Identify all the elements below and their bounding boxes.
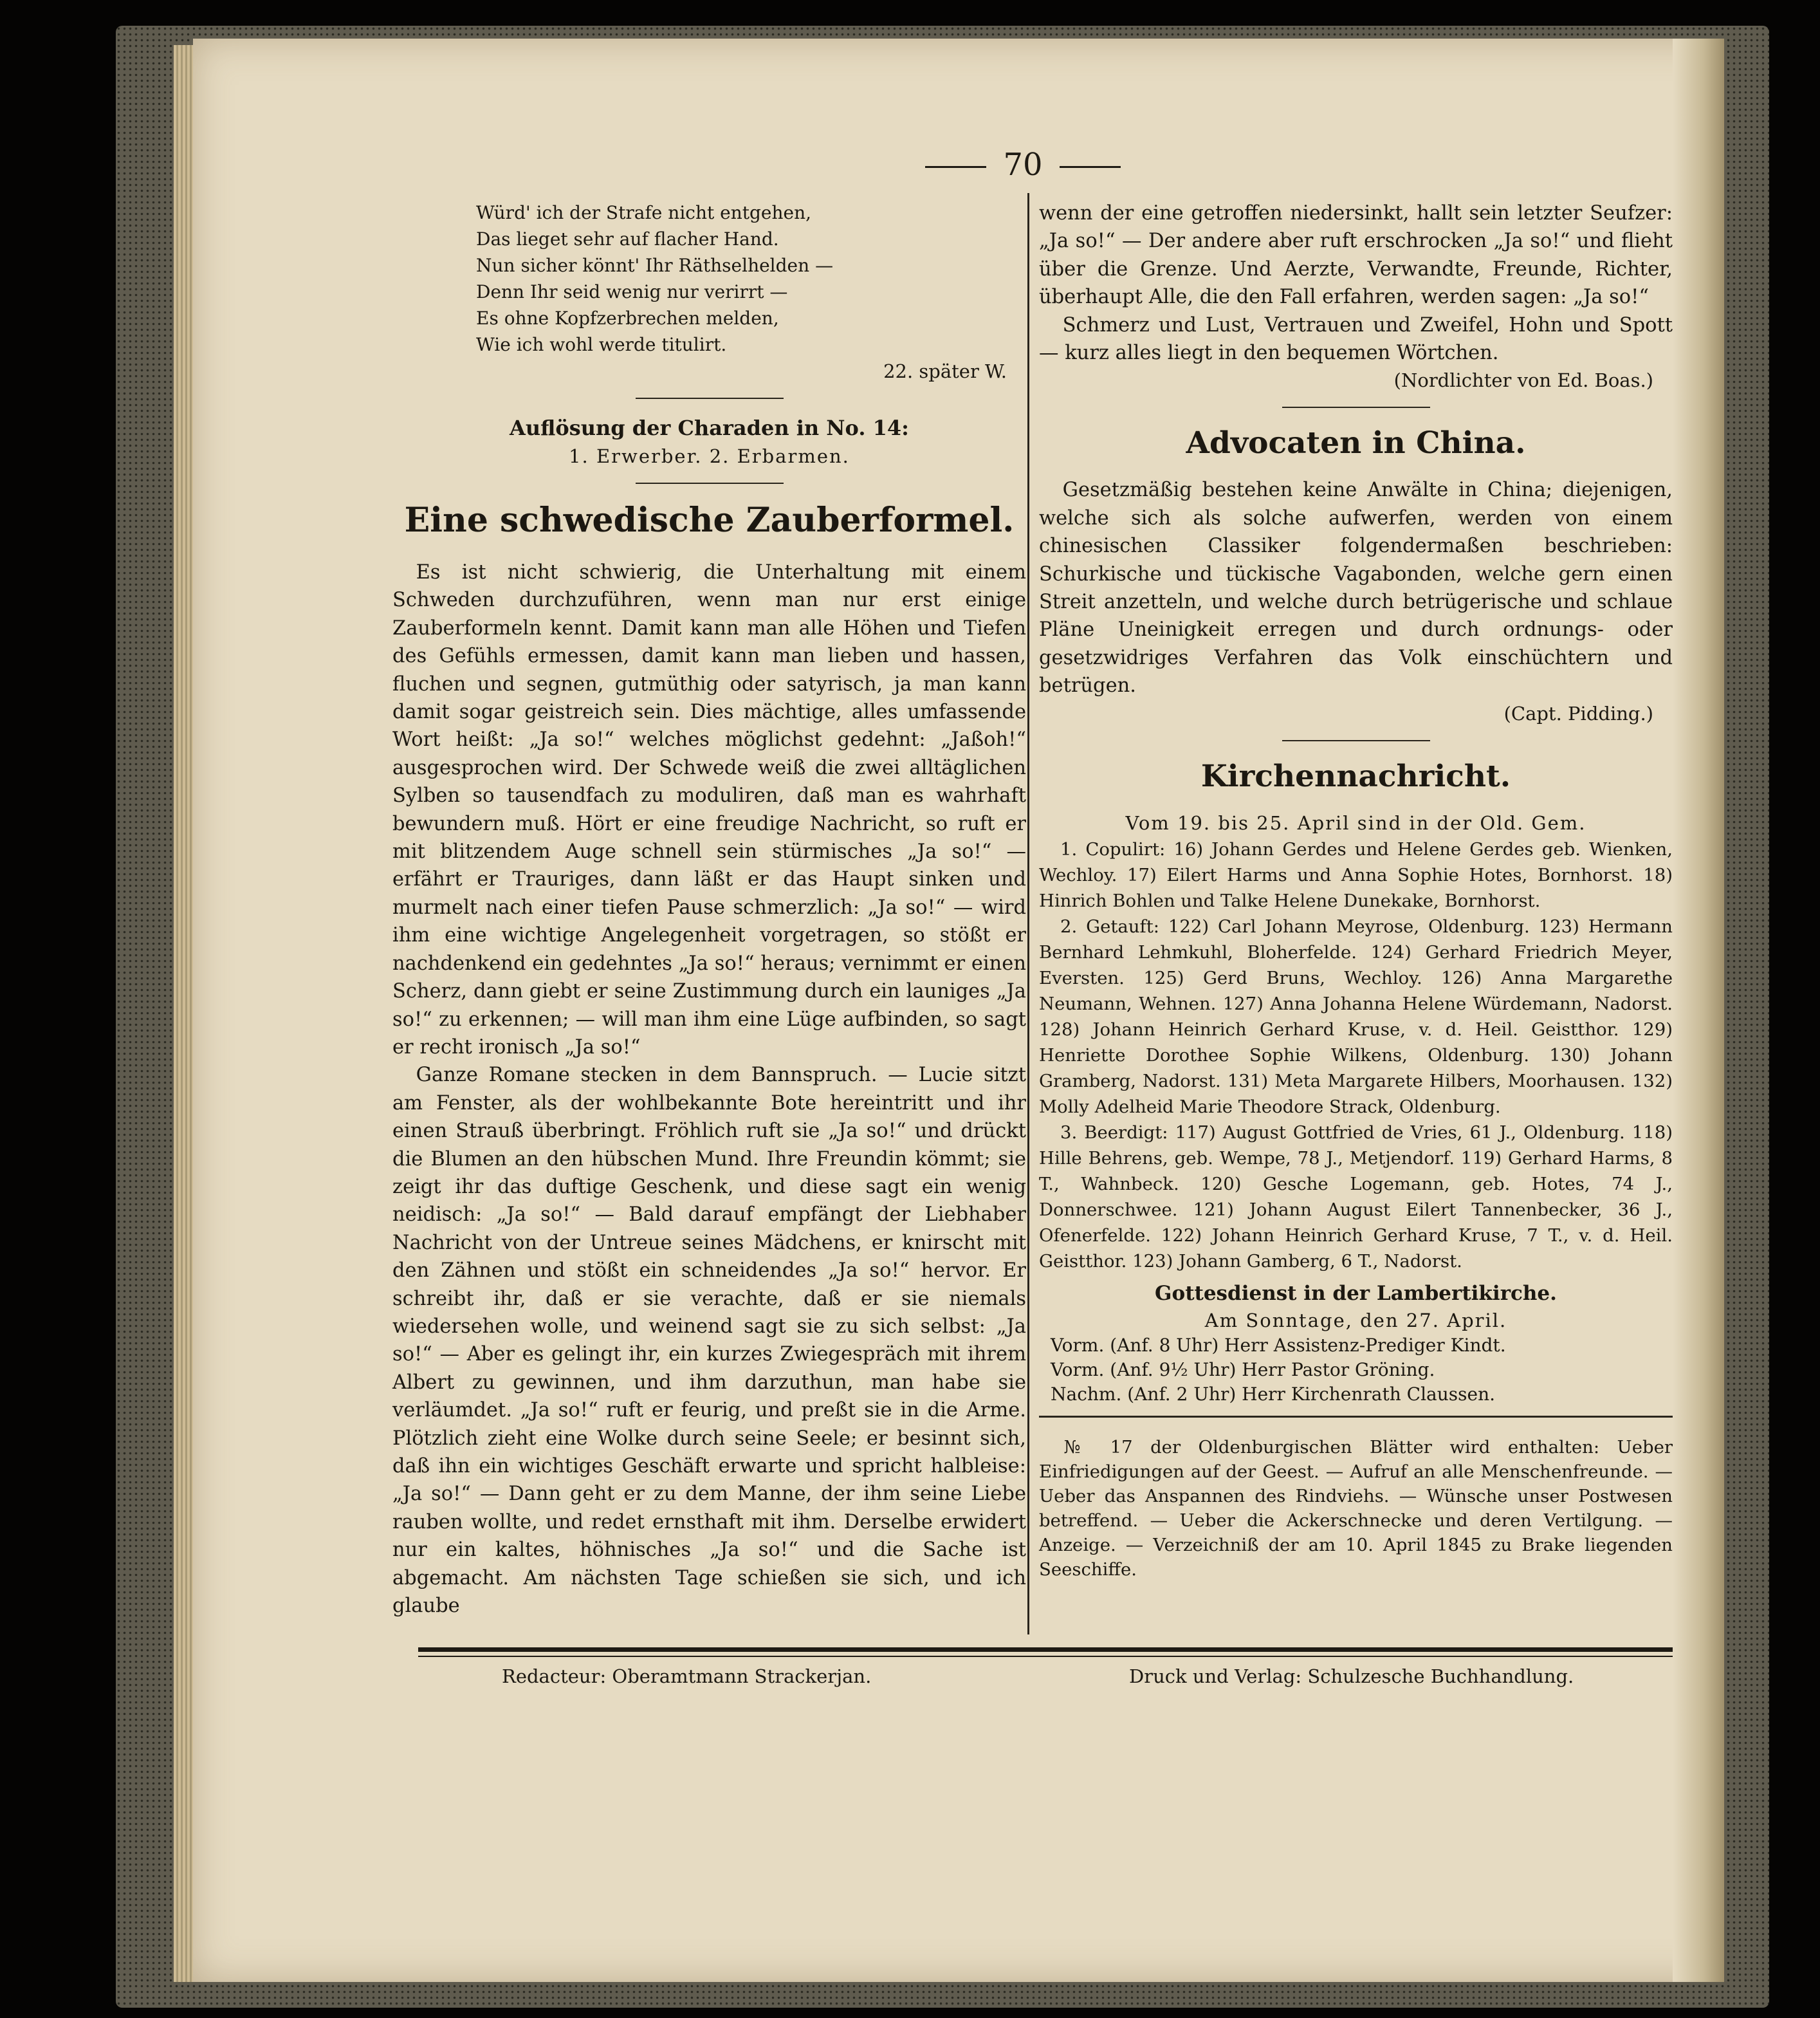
solution-heading: Auflösung der Charaden in No. 14: <box>510 416 909 440</box>
poem <box>476 199 1026 358</box>
right-column <box>1039 199 1673 1600</box>
poem-line: Das lieget sehr auf flacher Hand. <box>476 228 779 250</box>
poem-line: Nun sicher könnt' Ihr Räthselhelden — <box>476 255 834 276</box>
advocates-source: (Capt. Pidding.) <box>1503 702 1653 725</box>
church-baptized: 2. Getauft: 122) Carl Johann Meyrose, Oldenburg. 123) Hermann Bernhard Lehmkuhl, Bloherfelde. 124) Gerhard Friedrich Meyer, Eversten. 125) Gerd Bruns, Wechloy. 126) Anna Margarethe Neumann, Wehnen. 127) Anna Johanna Helene Würdemann, Nadorst. 128) Johann Heinrich Gerhard Kruse, v. d. Heil. Geistthor. 129) Henriette Dorothee Sophie Wilkens, Oldenburg. 130) Johann Gramberg, Nadorst. 131) Meta Margarete Hilbers, Moorhausen. 132) Molly Adelheid Marie Theodore Strack, Oldenburg. <box>1039 916 1673 1117</box>
section-rule <box>636 483 784 484</box>
church-news-title: Kirchennachricht. <box>1200 758 1511 794</box>
article-source: (Nordlichter von Ed. Boas.) <box>1393 369 1653 392</box>
article-title: Eine schwedische Zauberformel. <box>404 501 1015 540</box>
church-intro: Vom 19. bis 25. April sind in der Old. Gem. <box>1125 811 1586 834</box>
service-line: Vorm. (Anf. 8 Uhr) Herr Assistenz-Prediger Kindt. <box>1051 1334 1506 1356</box>
article-paragraph: wenn der eine getroffen niedersinkt, hallt sein letzter Seufzer: „Ja so!“ — Der andere aber ruft erschrocken „Ja so!“ und flieht über die Grenze. Und Aerzte, Verwandte, Freunde, Richter, überhaupt Alle, die den Fall erfahren, werden sagen: „Ja so!“ <box>1039 202 1673 309</box>
footer-rule-thick <box>418 1647 1673 1652</box>
book-spine-shadow <box>1673 39 1724 1982</box>
service-date: Am Sonntage, den 27. April. <box>1204 1309 1507 1331</box>
article-paragraph: Es ist nicht schwierig, die Unterhaltung mit einem Schweden durchzuführen, wenn man nur erst einige Zauberformeln kennt. Damit kann man alle Höhen und Tiefen des Gefühls ermessen, damit kann man lieben und hassen, fluchen und segnen, gutmüthig oder satyrisch, ja man kann damit sogar geistreich sein. Dies mächtige, alles umfassende Wort heißt: „Ja so!“ welches möglichst gedehnt: „Jaßoh!“ ausgesprochen wird. Der Schwede weiß die zwei alltäglichen Sylben so tausendfach zu moduliren, daß man es wahrhaft bewundern muß. Hört er eine freudige Nachricht, so ruft er mit blitzendem Auge schnell sein stürmisches „Ja so!“ — erfährt er Trauriges, dann läßt er das Haupt sinken und murmelt nach einer tiefen Pause schmerzlich: „Ja so!“ — wird ihm eine wichtige Angelegenheit vorgetragen, so stößt er nachdenkend ein gedehntes „Ja so!“ heraus; vernimmt er einen Scherz, dann giebt er seine Zustimmung durch ein launiges „Ja so!“ zu erkennen; — will man ihm eine Lüge aufbinden, so sagt er recht ironisch „Ja so!“ <box>392 561 1026 1059</box>
editor-imprint: Redacteur: Oberamtmann Strackerjan. <box>502 1665 872 1687</box>
service-title: Gottesdienst in der Lambertikirche. <box>1155 1281 1557 1305</box>
article-paragraph: Ganze Romane stecken in dem Bannspruch. — Lucie sitzt am Fenster, als der wohlbekannte Bote hereintritt und ihr einen Strauß überbringt. Fröhlich ruft sie „Ja so!“ und drückt die Blumen an den hübschen Mund. Ihre Freundin kömmt; sie zeigt ihr das duftige Geschenk, und diese sagt ein wenig neidisch: „Ja so!“ — Bald darauf empfängt der Liebhaber Nachricht von der Untreue seines Mädchens, er knirscht mit den Zähnen und stößt ein schneidendes „Ja so!“ hervor. Er schreibt ihr, daß er sie verachte, daß er sie niemals wiedersehen wolle, und weinend sagt sie zu sich selbst: „Ja so!“ — Aber es gelingt ihr, ein kurzes Zwiegespräch mit ihrem Albert zu gewinnen, und ihm darzuthun, man habe sie verläumdet. „Ja so!“ ruft er feurig, und preßt sie in die Arme. Plötzlich zieht eine Wolke durch seine Seele; er besinnt sich, daß ihn ein wichtiges Geschäft erwarte und spricht halbleise: „Ja so!“ — Dann geht er zu dem Manne, der ihm seine Liebe rauben wollte, und redet ernsthaft mit ihm. Derselbe erwidert nur ein kaltes, höhnisches „Ja so!“ und die Sache ist abgemacht. Am nächsten Tage schießen sie sich, und ich glaube <box>392 1064 1026 1618</box>
left-column <box>392 199 1026 1620</box>
poem-line: Wie ich wohl werde titulirt. <box>476 334 727 355</box>
poem-signature: 22. später W. <box>883 360 1007 382</box>
publisher-imprint: Druck und Verlag: Schulzesche Buchhandlung. <box>1129 1665 1574 1687</box>
section-rule <box>1282 407 1430 408</box>
advocates-paragraph: Gesetzmäßig bestehen keine Anwälte in China; diejenigen, welche sich als solche aufwerfen, werden von einem chinesischen Classiker folgendermaßen beschrieben: Schurkische und tückische Vagabonden, welche gern einen Streit anzetteln, und welche durch betrügerische und schlaue Pläne Uneinigkeit erregen und durch ordnungs- oder gesetzwidriges Verfahren das Volk einschüchtern und betrügen. <box>1039 479 1673 698</box>
service-line: Vorm. (Anf. 9½ Uhr) Herr Pastor Gröning. <box>1051 1358 1435 1380</box>
church-copulated: 1. Copulirt: 16) Johann Gerdes und Helene Gerdes geb. Wienken, Wechloy. 17) Eilert Harms und Anna Sophie Hotes, Bornhorst. 18) Hinrich Bohlen und Talke Helene Dunekake, Bornhorst. <box>1039 838 1673 911</box>
footer-rule-thin <box>418 1656 1673 1657</box>
service-line: Nachm. (Anf. 2 Uhr) Herr Kirchenrath Claussen. <box>1051 1383 1496 1405</box>
next-issue-notice: № 17 der Oldenburgischen Blätter wird enthalten: Ueber Einfriedigungen auf der Geest. — Aufruf an alle Menschenfreunde. — Ueber das Anspannen des Rindviehs. — Wünsche unser Postwesen betreffend. — Ueber die Ackerschnecke und deren Vertilgung. — Anzeige. — Verzeichniß der am 10. April 1845 zu Brake liegenden Seeschiffe. <box>1039 1437 1673 1580</box>
page-number: 70 <box>901 147 1145 183</box>
poem-line: Denn Ihr seid wenig nur verirrt — <box>476 281 788 302</box>
solution-text: 1. Erwerber. 2. Erbarmen. <box>569 445 850 467</box>
advocates-title: Advocaten in China. <box>1186 425 1526 461</box>
church-buried: 3. Beerdigt: 117) August Gottfried de Vries, 61 J., Oldenburg. 118) Hille Behrens, geb. Wempe, 78 J., Metjendorf. 119) Gerhard Harms, 8 T., Wahnbeck. 120) Gesche Logemann, geb. Hotes, 74 J., Donnerschwee. 121) Johann August Eilert Tannenbecker, 36 J., Ofenerfelde. 122) Johann Heinrich Gerhard Kruse, 7 T., v. d. Heil. Geistthor. 123) Johann Gamberg, 6 T., Nadorst. <box>1039 1122 1673 1272</box>
poem-line: Würd' ich der Strafe nicht entgehen, <box>476 202 812 223</box>
article-paragraph: Schmerz und Lust, Vertrauen und Zweifel, Hohn und Spott — kurz alles liegt in den bequemen Wörtchen. <box>1039 313 1673 365</box>
section-rule <box>636 398 784 399</box>
column-divider <box>1027 193 1029 1634</box>
section-rule <box>1282 740 1430 741</box>
poem-line: Es ohne Kopfzerbrechen melden, <box>476 308 779 329</box>
notice-rule <box>1039 1416 1673 1418</box>
